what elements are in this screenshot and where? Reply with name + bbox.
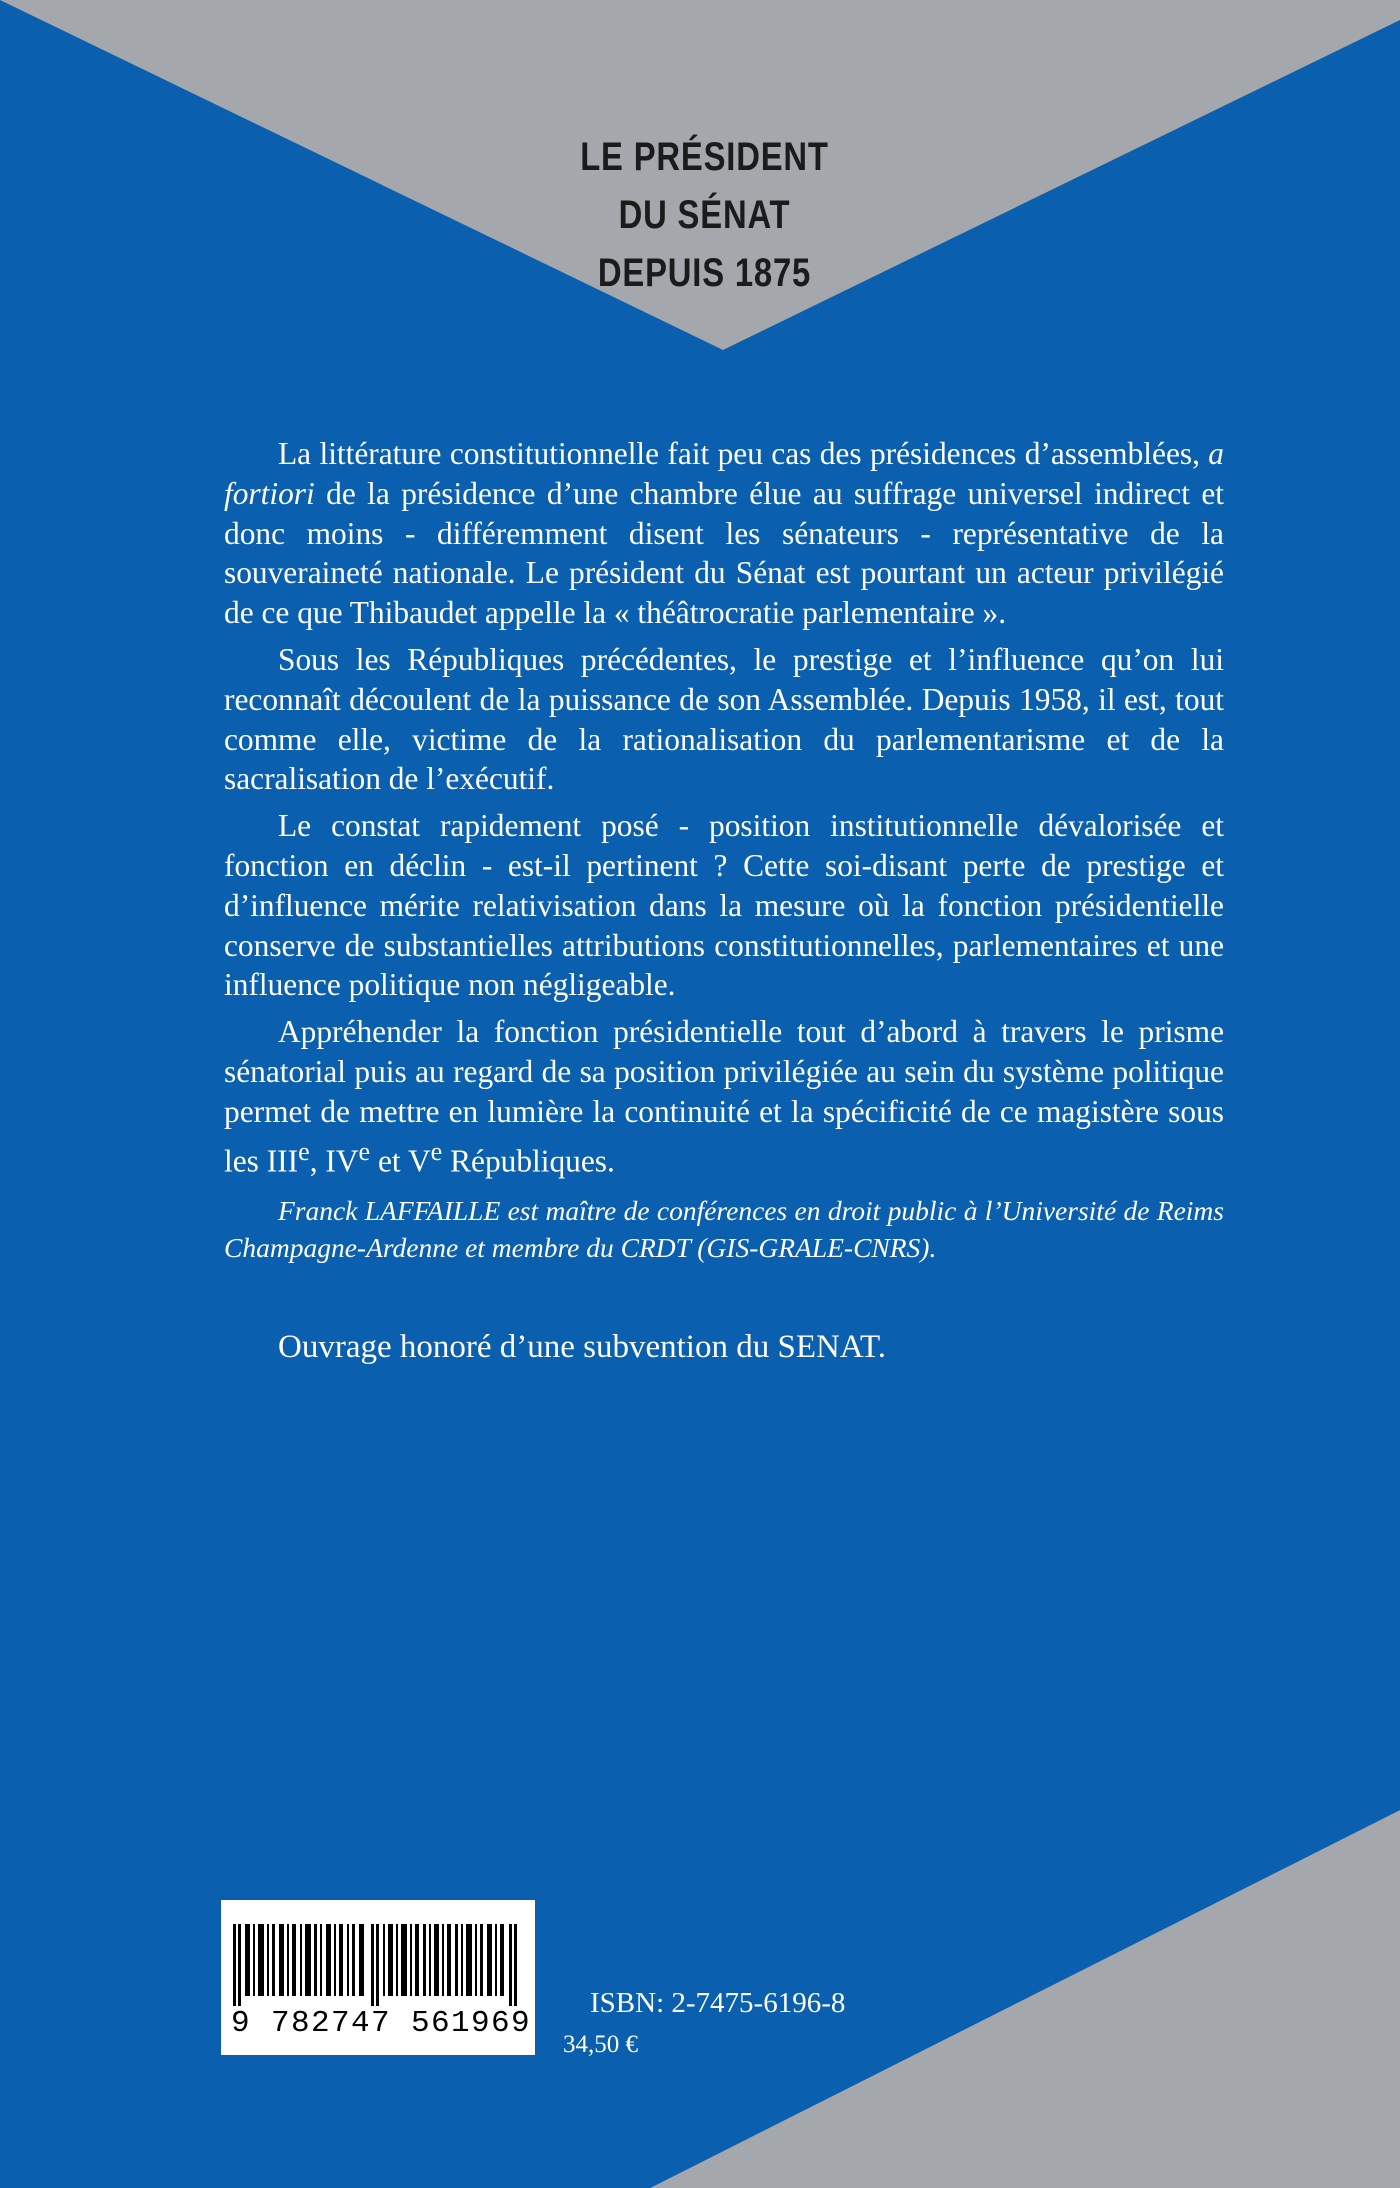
book-title xyxy=(131,128,1279,302)
p1-italic: a fortiori xyxy=(224,436,1224,511)
title-line-3: DEPUIS 1875 xyxy=(597,251,812,295)
summary-paragraph-2: Sous les Républiques précédentes, le prestige et l’influence qu’on lui reconnaît découlent de la puissance de son Assemblée. Depuis 1958, il est, tout comme elle, victime de la rationalisation du parlementarisme et de la sacralisation de l’exécutif. xyxy=(224,641,1224,797)
p4-text-a: Appréhender la fonction présidentielle tout d’abord à travers le prisme sénatorial puis au regard de sa position privilégiée au sein du système politique permet de mettre en lumière la continuité et la spécificité de ce magistère sous les III xyxy=(224,1014,1224,1179)
p4-text-b: , IV xyxy=(309,1143,359,1179)
barcode-icon xyxy=(233,1924,523,2006)
summary-paragraph-4 xyxy=(224,1012,1224,1181)
barcode-box xyxy=(221,1900,535,2055)
p4-sup-2: e xyxy=(358,1136,371,1166)
back-cover-summary xyxy=(224,434,1224,1188)
p4-text-c: et V xyxy=(370,1143,431,1179)
p4-text-d: Républiques. xyxy=(442,1143,615,1179)
p4-sup-3: e xyxy=(430,1136,443,1166)
subvention-note: Ouvrage honoré d’une subvention du SENAT. xyxy=(278,1329,886,1365)
p1-text-b: de la présidence d’une chambre élue au suffrage universel indirect et donc moins - différemment disent les sénateurs - représentative de la souveraineté nationale. Le président du Sénat est pourtant un acteur privilégié de ce que Thibaudet appelle la « théâtrocratie parlementaire ». xyxy=(224,475,1224,631)
title-line-1: LE PRÉSIDENT xyxy=(580,135,829,179)
p1-text-a: La littérature constitutionnelle fait peu cas des présidences d’assemblées, xyxy=(278,436,1209,471)
isbn-label: ISBN: 2-7475-6196-8 xyxy=(590,1987,846,2019)
p4-sup-1: e xyxy=(298,1136,310,1166)
author-note: Franck LAFFAILLE est maître de conférences en droit public à l’Université de Reims Champagne-Ardenne et membre du CRDT (GIS-GRALE-CNRS). xyxy=(224,1195,1224,1263)
summary-paragraph-3: Le constat rapidement posé - position institutionnelle dévalorisée et fonction en déclin - est-il pertinent ? Cette soi-disant perte de prestige et d’influence mérite relativisation dans la mesure où la fonction présidentielle conserve de substantielles attributions constitutionnelles, parlementaires et une influence politique non négligeable. xyxy=(224,808,1224,1003)
barcode-number: 9 782747 561969 xyxy=(231,2006,532,2041)
price-label: 34,50 € xyxy=(563,2031,638,2058)
title-line-2: DU SÉNAT xyxy=(618,193,791,237)
summary-paragraph-1 xyxy=(224,434,1224,633)
